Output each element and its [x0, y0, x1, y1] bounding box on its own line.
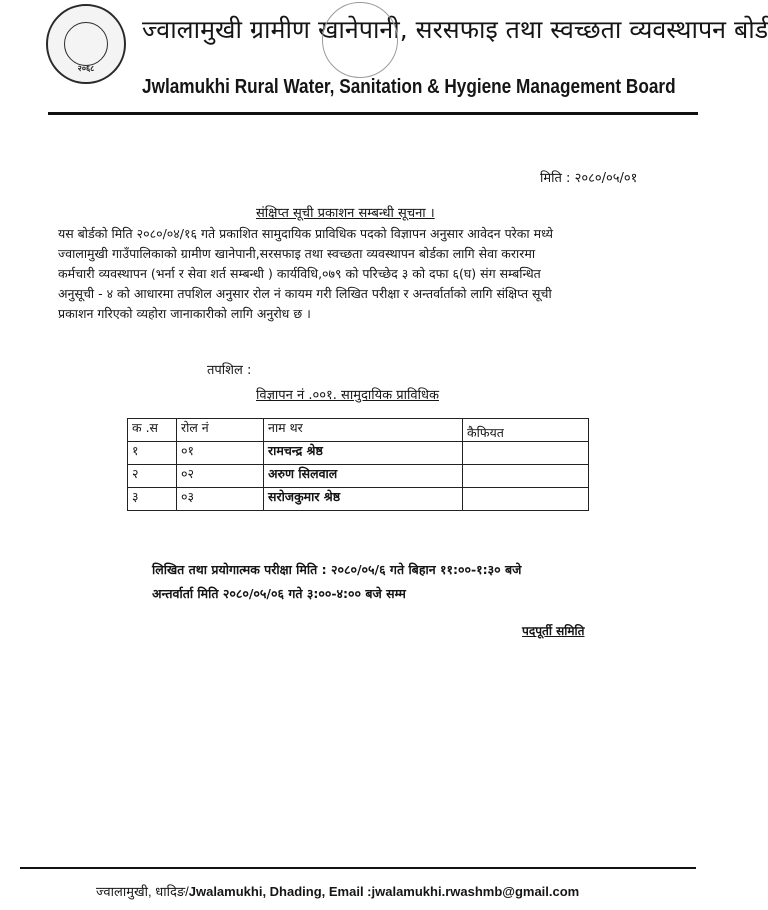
seal-water-icon [64, 22, 108, 66]
table-row [128, 442, 589, 465]
table-row [128, 465, 589, 488]
header-divider [48, 112, 698, 115]
paragraph-line: प्रकाशन गरिएको व्यहोरा जानाकारीको लागि अनुरोध छ । [58, 306, 311, 321]
header-name: नाम थर [264, 419, 463, 442]
cell-serial: २ [128, 465, 177, 488]
details-label: तपशिल : [207, 363, 252, 378]
notice-subject: संक्षिप्त सूची प्रकाशन सम्बन्धी सूचना । [256, 206, 435, 221]
advertisement-number: विज्ञापन नं .००१. सामुदायिक प्राविधिक [256, 388, 439, 403]
board-title-nepali: ज्वालामुखी ग्रामीण खानेपानी, सरसफाइ तथा स्वच्छता व्यवस्थापन बोर्ड [142, 15, 768, 44]
board-seal-logo [46, 4, 126, 84]
table-header-row [128, 419, 589, 442]
written-exam-date: लिखित तथा प्रयोगात्मक परीक्षा मिति : २०८०/०५/६ गते बिहान ११:००-१:३० बजे [152, 562, 522, 577]
candidate-table [127, 418, 589, 511]
notice-date: मिति : २०८०/०५/०१ [540, 171, 638, 186]
table-row [128, 488, 589, 511]
header-roll: रोल नं [177, 419, 264, 442]
paragraph-line: ज्वालामुखी गाउँपालिकाको ग्रामीण खानेपानी,सरसफाइ तथा स्वच्छता व्यवस्थापन बोर्डका लागि सेवा करारमा [58, 246, 536, 261]
exam-schedule [152, 558, 521, 606]
cell-roll: ०२ [177, 465, 264, 488]
cell-roll: ०३ [177, 488, 264, 511]
paragraph-line: अनुसूची - ४ को आधारमा तपशिल अनुसार रोल नं कायम गरी लिखित परीक्षा र अन्तर्वार्ताको लागि संक्षिप्त सूची [58, 286, 552, 301]
footer-divider [20, 867, 696, 869]
cell-serial: ३ [128, 488, 177, 511]
cell-roll: ०१ [177, 442, 264, 465]
signature-committee: पदपूर्ती समिति [522, 624, 585, 638]
header-serial: क .स [128, 419, 177, 442]
notice-paragraph [58, 224, 698, 324]
paragraph-line: यस बोर्डको मिति २०८०/०४/१६ गते प्रकाशित सामुदायिक प्राविधिक पदको विज्ञापन अनुसार आवेदन परेका मध्ये [58, 226, 554, 241]
cell-remarks [463, 488, 589, 511]
cell-remarks [463, 465, 589, 488]
footer-english: Jwalamukhi, Dhading, Email :jwalamukhi.rwashmb@gmail.com [188, 884, 580, 899]
cell-name: अरुण सिलवाल [264, 465, 463, 488]
cell-name: रामचन्द्र श्रेष्ठ [264, 442, 463, 465]
cell-remarks [463, 442, 589, 465]
seal-year: २०६८ [77, 64, 95, 73]
header-remarks: कैफियत [463, 419, 589, 442]
interview-date: अन्तर्वार्ता मिति २०८०/०५/०६ गते ३:००-४:०० बजे सम्म [152, 586, 406, 601]
footer-nepali: ज्वालामुखी, धादिङ/ [96, 884, 189, 899]
cell-serial: १ [128, 442, 177, 465]
office-stamp [322, 2, 398, 78]
board-title-english: Jwlamukhi Rural Water, Sanitation & Hygiene Management Board [142, 76, 676, 98]
paragraph-line: कर्मचारी व्यवस्थापन (भर्ना र सेवा शर्त सम्बन्धी ) कार्यविधि,०७९ को परिच्छेद ३ को दफा ६(घ) संग सम्बन्धित [58, 266, 541, 281]
cell-name: सरोजकुमार श्रेष्ठ [264, 488, 463, 511]
footer-address [96, 882, 579, 900]
